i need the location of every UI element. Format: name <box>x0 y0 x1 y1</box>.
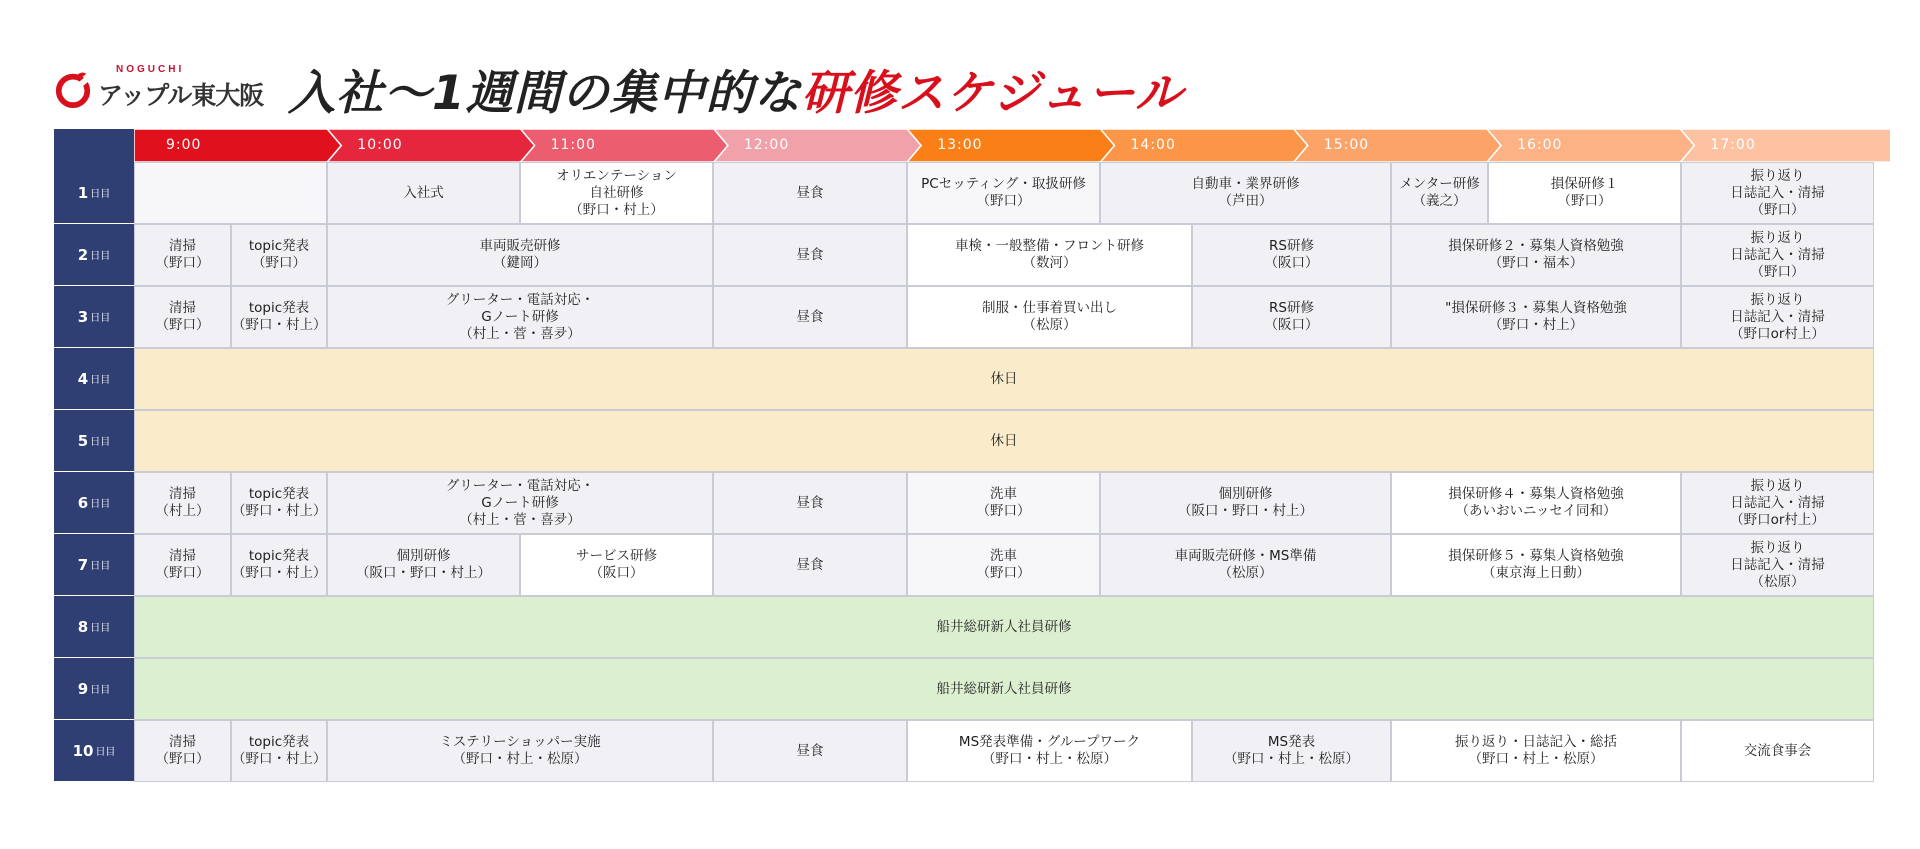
day-label-6: 6 日目 <box>54 472 134 534</box>
schedule-cell: 車両販売研修 （鍵岡） <box>327 224 713 286</box>
time-label: 11:00 <box>550 137 596 153</box>
logo-brand-small: NOGUCHI <box>116 64 185 75</box>
schedule-cell: RS研修 （阪口） <box>1192 224 1391 286</box>
schedule-cell: グリーター・電話対応・ Gノート研修 （村上・菅・喜夛） <box>327 472 713 534</box>
schedule-cell: グリーター・電話対応・ Gノート研修 （村上・菅・喜夛） <box>327 286 713 348</box>
schedule-cell: 入社式 <box>327 162 520 224</box>
day-label-3: 3 日目 <box>54 286 134 348</box>
schedule-cell: 交流食事会 <box>1681 720 1874 782</box>
schedule-cell: サービス研修 （阪口） <box>520 534 713 596</box>
schedule-cell: MS発表 （野口・村上・松原） <box>1192 720 1391 782</box>
day-label-9: 9 日目 <box>54 658 134 720</box>
schedule-cell: 振り返り 日誌記入・清掃 （松原） <box>1681 534 1874 596</box>
schedule-cell: topic発表 （野口・村上） <box>231 472 327 534</box>
lunch-cell: 昼食 <box>713 720 907 782</box>
schedule-cell-d1-empty <box>134 162 327 224</box>
schedule-cell: topic発表 （野口・村上） <box>231 720 327 782</box>
time-label: 14:00 <box>1130 137 1176 153</box>
lunch-cell: 昼食 <box>713 472 907 534</box>
page-header <box>54 56 1554 121</box>
time-label: 10:00 <box>357 137 403 153</box>
schedule-cell: 清掃 （野口） <box>134 224 231 286</box>
schedule-cell: 損保研修５・募集人資格勉強 （東京海上日動） <box>1391 534 1681 596</box>
lunch-cell: 昼食 <box>713 286 907 348</box>
schedule-cell: メンター研修 （義之） <box>1391 162 1488 224</box>
schedule-cell: RS研修 （阪口） <box>1192 286 1391 348</box>
schedule-cell: 損保研修１ （野口） <box>1488 162 1681 224</box>
time-label: 13:00 <box>937 137 983 153</box>
schedule-cell: 洗車 （野口） <box>907 472 1100 534</box>
page-title-main: 入社〜1週間の集中的な <box>288 66 802 121</box>
schedule-cell: 洗車 （野口） <box>907 534 1100 596</box>
schedule-cell: ミステリーショッパー実施 （野口・村上・松原） <box>327 720 713 782</box>
schedule-cell: 制服・仕事着買い出し （松原） <box>907 286 1192 348</box>
schedule-cell: topic発表 （野口） <box>231 224 327 286</box>
schedule-cell: 損保研修４・募集人資格勉強 （あいおいニッセイ同和） <box>1391 472 1681 534</box>
external-training-cell: 船井総研新人社員研修 <box>134 596 1874 658</box>
time-label: 16:00 <box>1517 137 1563 153</box>
day-label-4: 4 日目 <box>54 348 134 410</box>
schedule-cell: 振り返り 日誌記入・清掃 （野口or村上） <box>1681 286 1874 348</box>
company-logo[interactable] <box>54 62 264 112</box>
schedule-cell: 振り返り 日誌記入・清掃 （野口or村上） <box>1681 472 1874 534</box>
holiday-cell: 休日 <box>134 410 1874 472</box>
logo-brand-name: アップル東大阪 <box>98 81 264 110</box>
time-label: 12:00 <box>743 137 790 153</box>
schedule-cell: PCセッティング・取扱研修 （野口） <box>907 162 1100 224</box>
day-label-7: 7 日目 <box>54 534 134 596</box>
schedule-cell: 自動車・業界研修 （芦田） <box>1100 162 1391 224</box>
schedule-cell: 清掃 （村上） <box>134 472 231 534</box>
schedule-table <box>54 129 1890 779</box>
schedule-cell: 振り返り・日誌記入・総括 （野口・村上・松原） <box>1391 720 1681 782</box>
day-label-1: 1 日目 <box>54 162 134 224</box>
lunch-cell: 昼食 <box>713 162 907 224</box>
schedule-cell: topic発表 （野口・村上） <box>231 534 327 596</box>
page-title-highlight: 研修スケジュール <box>801 66 1183 121</box>
schedule-cell: MS発表準備・グループワーク （野口・村上・松原） <box>907 720 1192 782</box>
schedule-cell: 振り返り 日誌記入・清掃 （野口） <box>1681 162 1874 224</box>
schedule-cell: 清掃 （野口） <box>134 286 231 348</box>
schedule-cell: 損保研修２・募集人資格勉強 （野口・福本） <box>1391 224 1681 286</box>
schedule-cell: 車両販売研修・MS準備 （松原） <box>1100 534 1391 596</box>
schedule-cell: 車検・一般整備・フロント研修 （数河） <box>907 224 1192 286</box>
schedule-cell: オリエンテーション 自社研修 （野口・村上） <box>520 162 713 224</box>
schedule-cell: 個別研修 （阪口・野口・村上） <box>327 534 520 596</box>
schedule-cell: 振り返り 日誌記入・清掃 （野口） <box>1681 224 1874 286</box>
schedule-cell: topic発表 （野口・村上） <box>231 286 327 348</box>
time-label: 9:00 <box>166 137 202 153</box>
time-label: 15:00 <box>1323 137 1370 153</box>
schedule-cell: 清掃 （野口） <box>134 720 231 782</box>
lunch-cell: 昼食 <box>713 224 907 286</box>
day-label-8: 8 日目 <box>54 596 134 658</box>
page-title <box>288 56 1183 123</box>
day-label-10: 10 日目 <box>54 720 134 782</box>
schedule-cell: "損保研修３・募集人資格勉強 （野口・村上） <box>1391 286 1681 348</box>
holiday-cell: 休日 <box>134 348 1874 410</box>
schedule-cell: 個別研修 （阪口・野口・村上） <box>1100 472 1391 534</box>
day-label-5: 5 日目 <box>54 410 134 472</box>
lunch-cell: 昼食 <box>713 534 907 596</box>
header-corner <box>54 129 134 162</box>
apple-logo-icon <box>54 70 92 108</box>
external-training-cell: 船井総研新人社員研修 <box>134 658 1874 720</box>
time-label: 17:00 <box>1710 137 1756 153</box>
schedule-cell: 清掃 （野口） <box>134 534 231 596</box>
day-label-2: 2 日目 <box>54 224 134 286</box>
